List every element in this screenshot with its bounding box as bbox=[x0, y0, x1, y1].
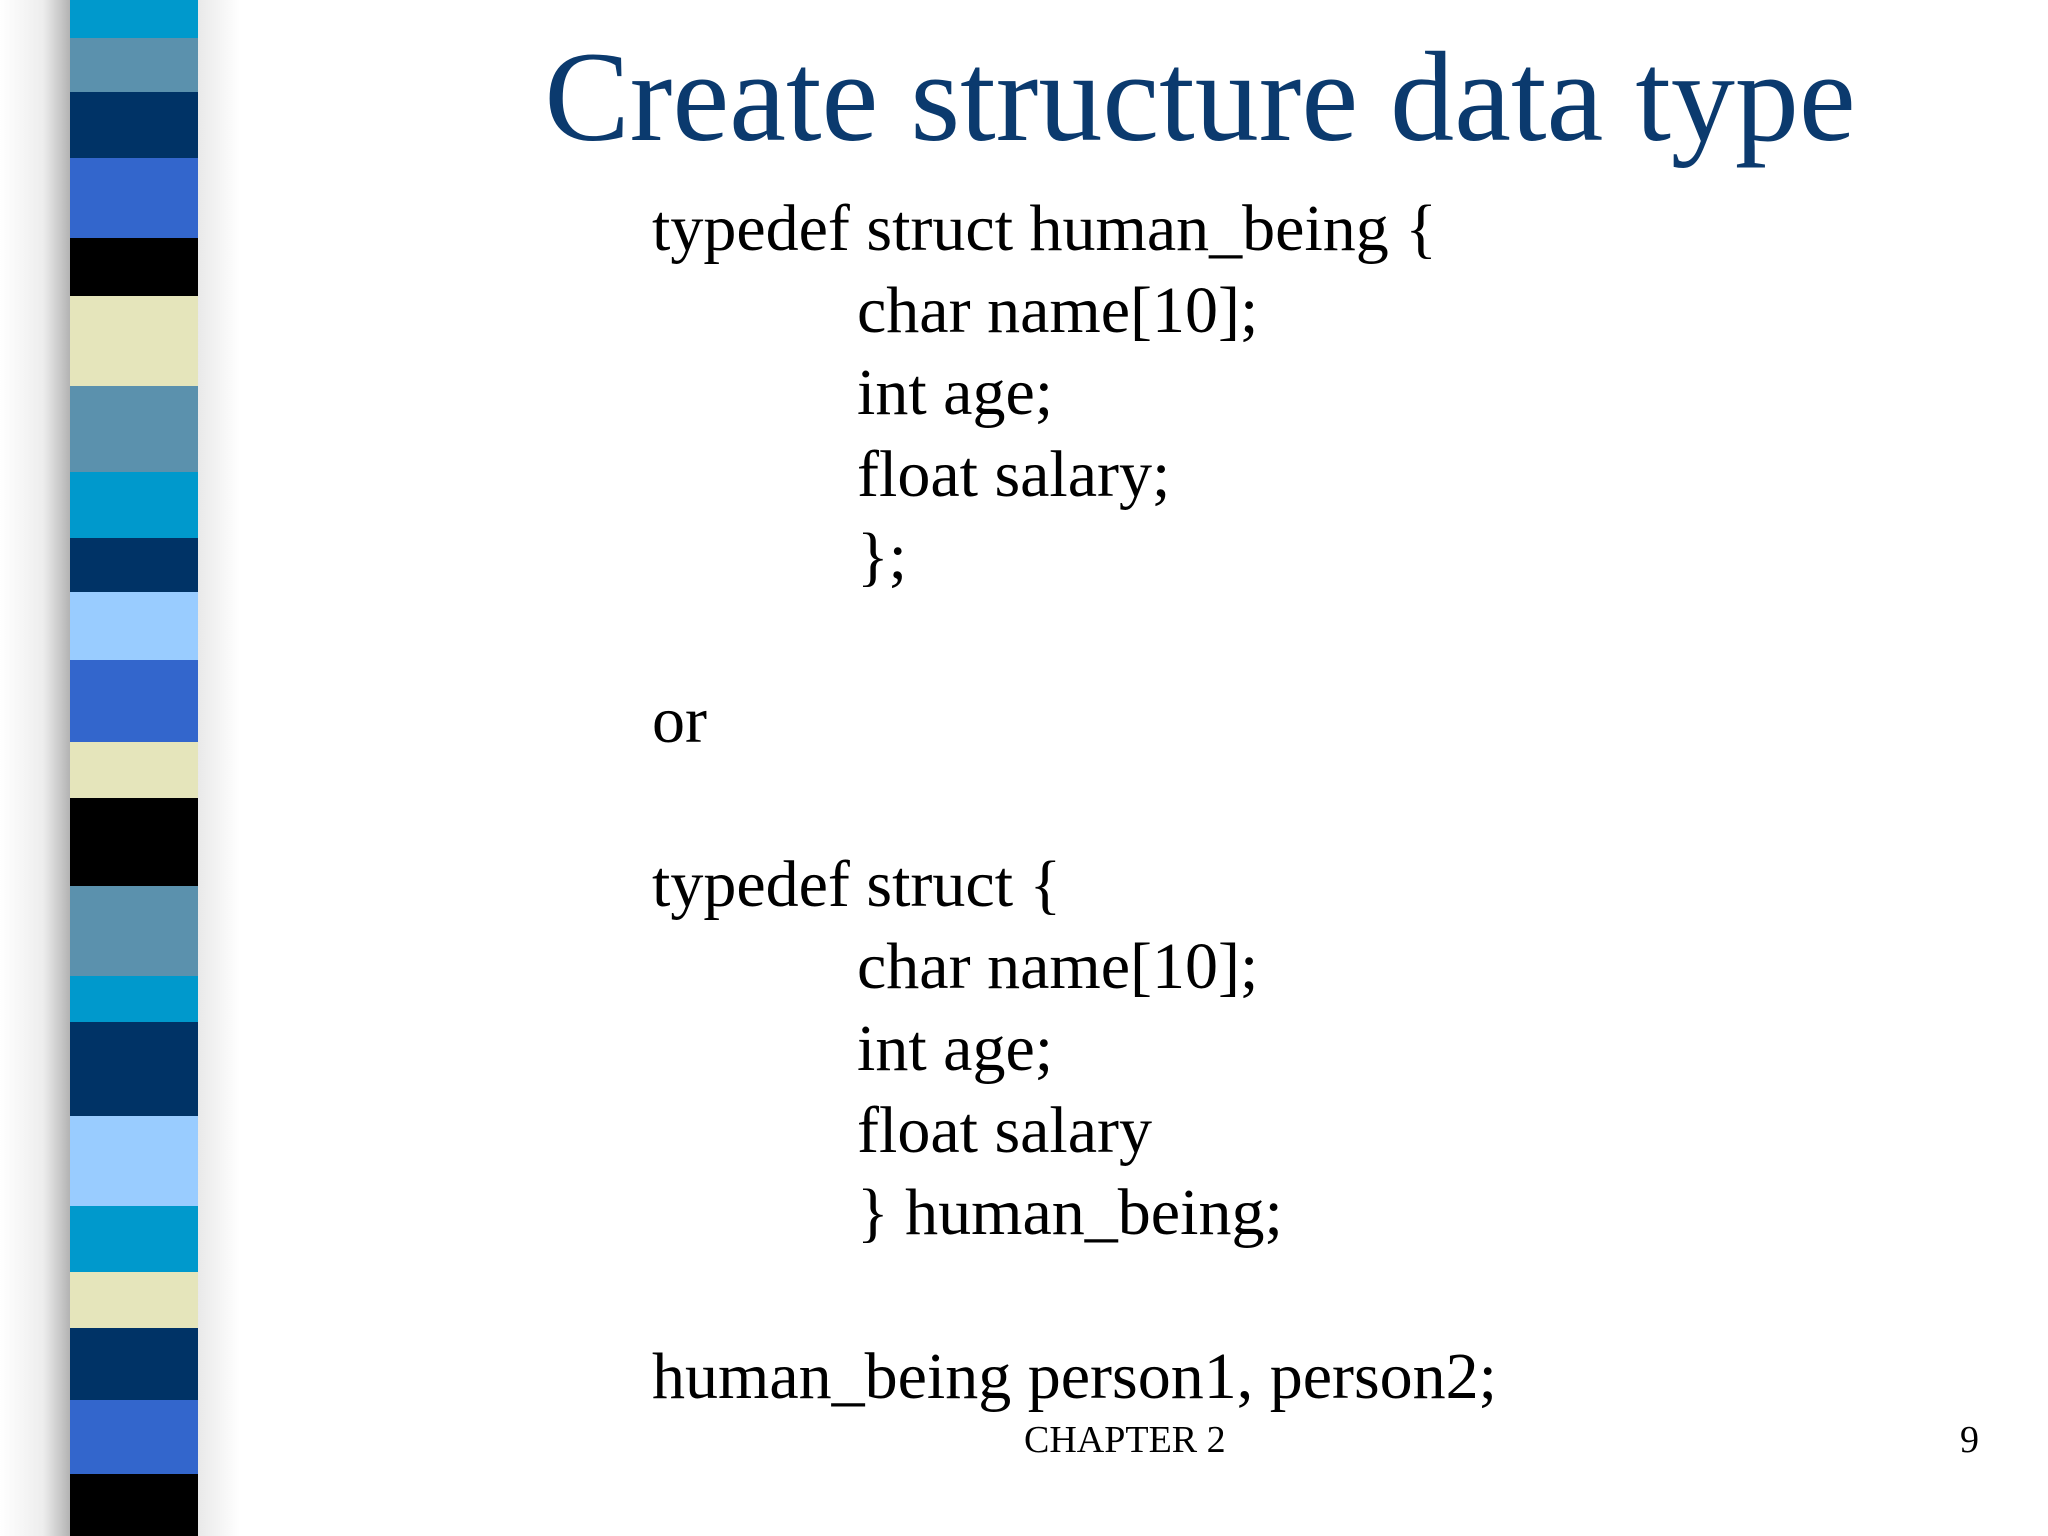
code-line-name-field: char name[10]; bbox=[857, 274, 1259, 347]
code-line-name-field-2: char name[10]; bbox=[857, 930, 1259, 1003]
footer-chapter: CHAPTER 2 bbox=[1024, 1419, 1226, 1461]
code-line-close-brace: }; bbox=[857, 520, 908, 593]
decorative-color-strip bbox=[70, 0, 198, 1536]
code-line-typedef-named: typedef struct human_being { bbox=[652, 192, 1437, 265]
code-line-declaration: human_being person1, person2; bbox=[652, 1340, 1498, 1413]
code-line-typedef-anonymous: typedef struct { bbox=[652, 848, 1062, 921]
code-line-salary-field-2: float salary bbox=[857, 1094, 1153, 1167]
connector-or: or bbox=[652, 684, 707, 757]
slide-title: Create structure data type bbox=[544, 26, 1856, 168]
code-line-age-field-2: int age; bbox=[857, 1012, 1054, 1085]
code-line-typedef-name: } human_being; bbox=[857, 1176, 1283, 1249]
code-line-age-field: int age; bbox=[857, 356, 1054, 429]
code-line-salary-field: float salary; bbox=[857, 438, 1171, 511]
footer-page-number: 9 bbox=[1960, 1419, 1979, 1461]
